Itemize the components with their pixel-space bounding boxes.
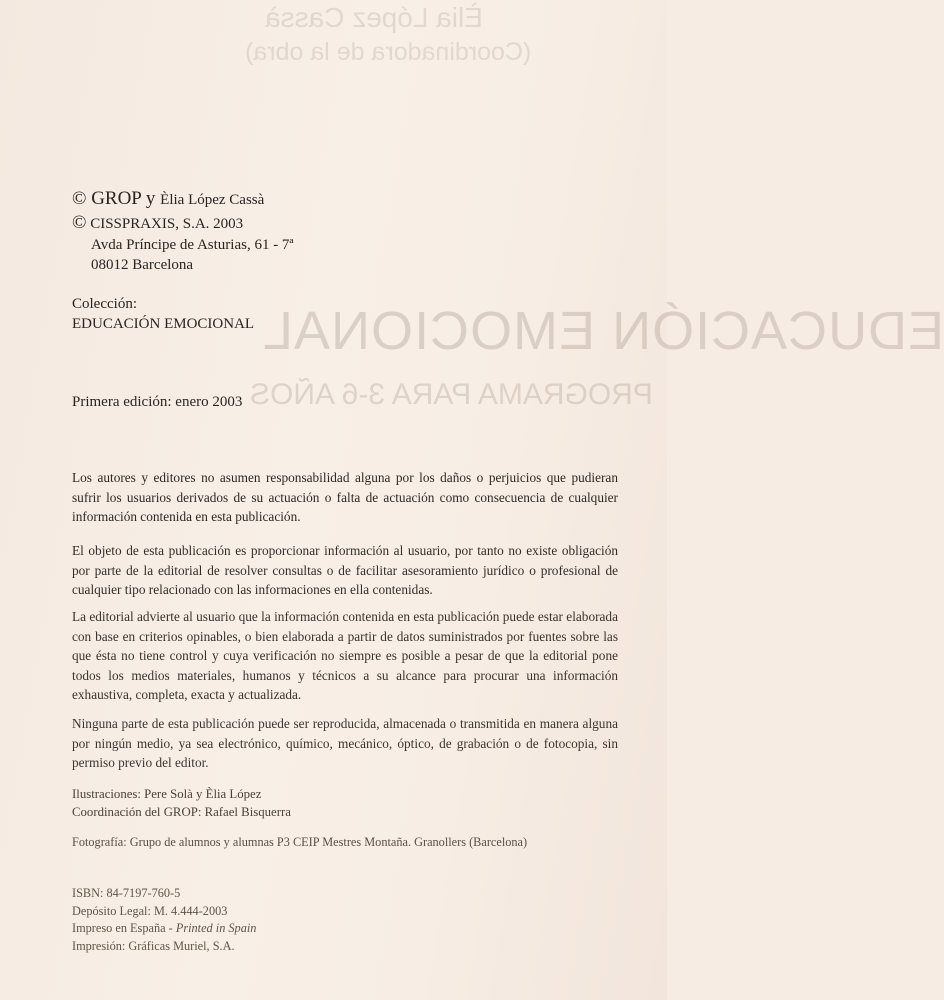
- copyright-holder-grop: GROP: [91, 188, 142, 209]
- show-through-role: (Coordinadora de la obra): [245, 38, 532, 66]
- collection-name: EDUCACIÓN EMOCIONAL: [72, 316, 255, 332]
- printed-in-english: Printed in Spain: [175, 921, 257, 935]
- show-through-author: Èlia López Cassà: [265, 2, 483, 33]
- copyright-line-1: [72, 187, 294, 212]
- coordination-credit: Coordinación del GROP: Rafael Bisquerra: [72, 805, 291, 819]
- publication-info: [72, 885, 256, 955]
- printed-in: [72, 920, 256, 938]
- disclaimer-liability: Los autores y editores no asumen responsabilidad alguna por los daños o perjuicios que pudieran sufrir los usuarios derivados de su actuación o falta de actuación como consecuencia de cualquier información contenida en esta publicación.: [72, 470, 618, 524]
- printing-company: Impresión: Gráficas Muriel, S.A.: [72, 938, 235, 953]
- edition-block: [72, 394, 242, 411]
- copyright-holder-publisher: CISSPRAXIS: [90, 216, 176, 232]
- publisher-address-city: 08012 Barcelona: [91, 257, 194, 273]
- isbn: ISBN: 84-7197-760-5: [72, 886, 181, 900]
- show-through-subtitle: PROGRAMA PARA 3-6 AÑOS: [250, 378, 653, 411]
- publisher-address-street: Avda Príncipe de Asturias, 61 - 7ª: [91, 237, 294, 253]
- credits-block: [72, 785, 291, 821]
- disclaimer-accuracy: La editorial advierte al usuario que la información contenida en esta publicación puede estar elaborada con base en criterios opinables, o bien elaborada a partir de datos suministrados por fuentes sobre las que ésta no tiene control y cuya verificación no siempre es posible a pesar de que la editorial pone todos los medios materiales, humanos y técnicos a su alcance para procurar una información exhaustiva, completa, exacta y actualizada.: [72, 609, 618, 702]
- copyright-symbol: ©: [72, 188, 87, 209]
- copyright-conjunction: y: [145, 188, 156, 209]
- show-through-title: EDUCACIÓN EMOCIONAL: [262, 301, 944, 361]
- copyright-publisher-suffix: , S.A. 2003: [175, 216, 244, 232]
- printed-in-spanish: Impreso en España -: [72, 921, 176, 935]
- copyright-block: [72, 187, 294, 275]
- disclaimer-purpose: El objeto de esta publicación es proporcionar información al usuario, por tanto no existe obligación por parte de la editorial de resolver consultas o de facilitar asesoramiento jurídico o profesional de cualquier tipo relacionado con las informaciones en ella contenidas.: [72, 543, 618, 597]
- edition-text: Primera edición: enero 2003: [72, 394, 243, 410]
- copyright-holder-author: Èlia López Cassà: [160, 192, 265, 208]
- photography-credit: Fotografía: Grupo de alumnos y alumnas P3 CEIP Mestres Montaña. Granollers (Barcelona): [72, 835, 528, 849]
- illustrations-credit: Ilustraciones: Pere Solà y Èlia López: [72, 787, 262, 801]
- collection-block: [72, 294, 254, 334]
- disclaimer-reproduction: Ninguna parte de esta publicación puede ser reproducida, almacenada o transmitida en manera alguna por ningún medio, ya sea electrónico, químico, mecánico, óptico, de grabación o de fotocopia, sin permiso previo del editor.: [72, 716, 618, 770]
- copyright-symbol-2: ©: [72, 212, 87, 233]
- legal-deposit: Depósito Legal: M. 4.444-2003: [72, 903, 228, 918]
- collection-label: Colección:: [72, 296, 137, 312]
- copyright-line-2: [72, 212, 294, 235]
- photography-block: [72, 835, 527, 850]
